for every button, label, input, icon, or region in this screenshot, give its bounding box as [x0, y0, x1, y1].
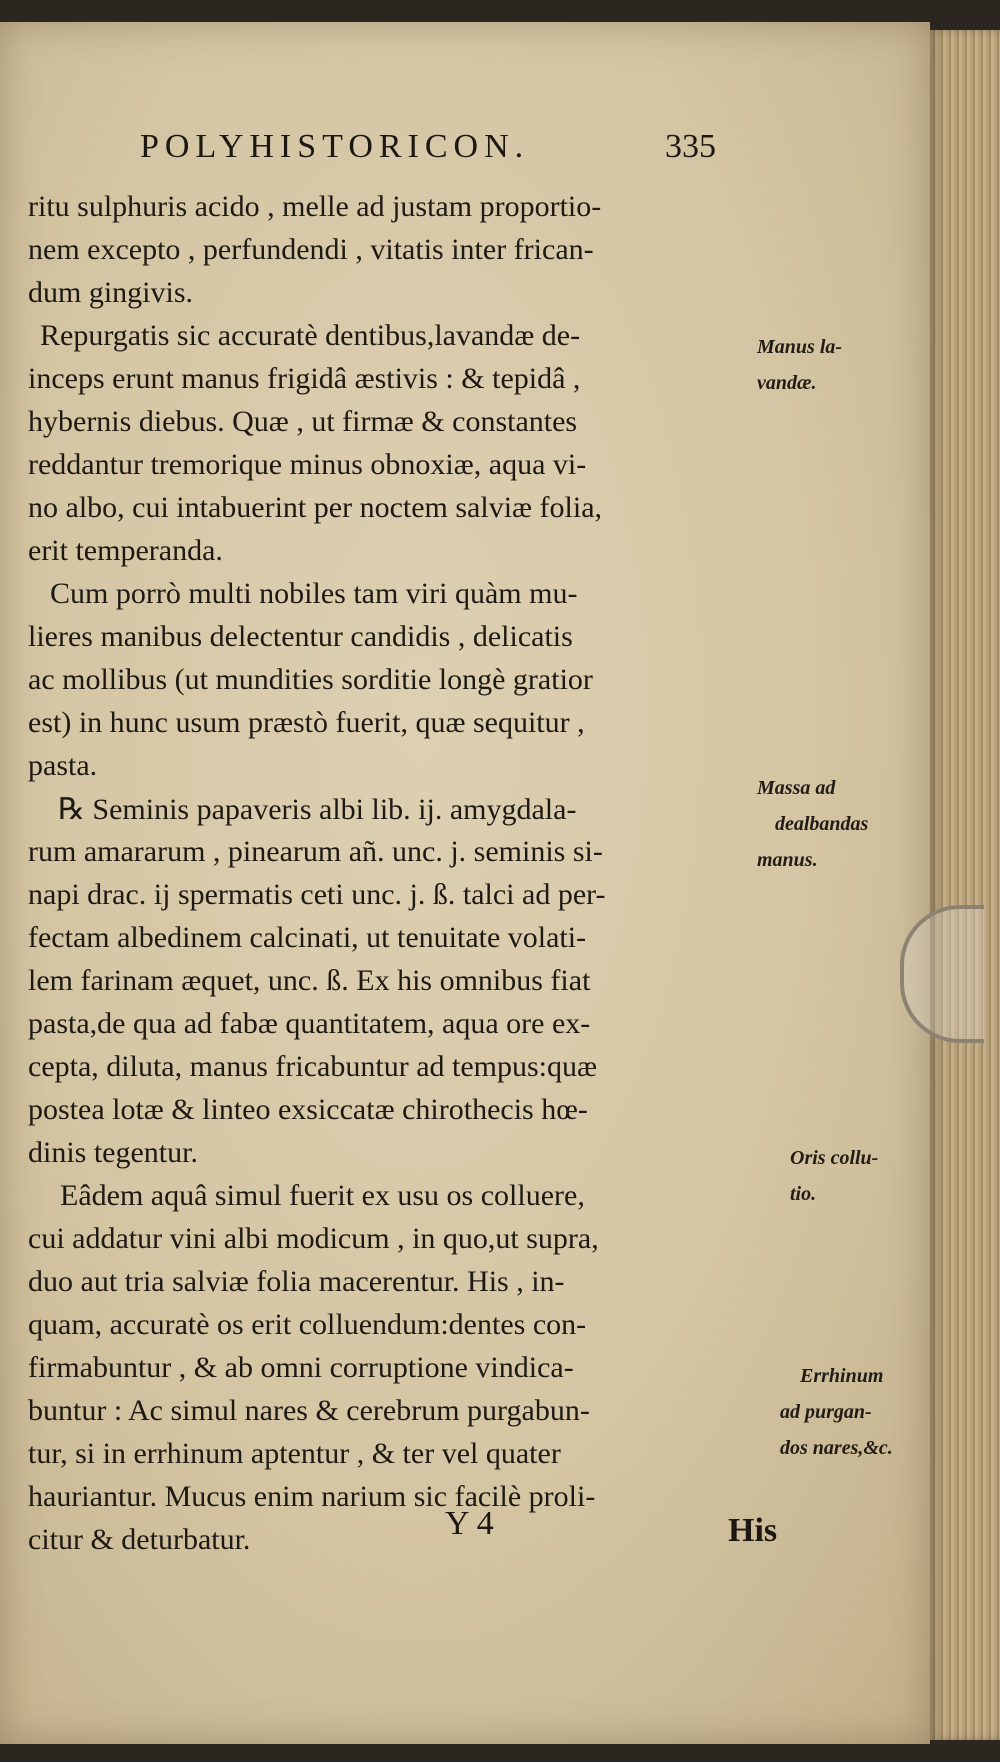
text-line: ac mollibus (ut mundities sorditie longè gratior — [28, 663, 593, 696]
text-line: napi drac. ij spermatis ceti unc. j. ß. talci ad per- — [28, 878, 606, 911]
marginal-note: dealbandas — [775, 813, 869, 835]
text-line: reddantur tremorique minus obnoxiæ, aqua vi- — [28, 448, 587, 481]
text-line: inceps erunt manus frigidâ æstivis : & tepidâ , — [28, 362, 581, 395]
marginal-note: manus. — [757, 849, 818, 871]
marginal-note: tio. — [790, 1183, 817, 1205]
running-head: POLYHISTORICON. — [140, 128, 530, 165]
marginal-note: Manus la- — [757, 336, 843, 358]
text-line: duo aut tria salviæ folia macerentur. His , in- — [28, 1265, 565, 1298]
text-line: Repurgatis sic accuratè dentibus,lavandæ de- — [40, 319, 581, 352]
text-line: ℞ Seminis papaveris albi lib. ij. amygdala- — [58, 793, 577, 826]
text-line: firmabuntur , & ab omni corruptione vindica- — [28, 1351, 574, 1384]
text-line: buntur : Ac simul nares & cerebrum purgabun- — [28, 1394, 590, 1427]
page-number: 335 — [665, 128, 716, 165]
text-line: tur, si in errhinum aptentur , & ter vel quater — [28, 1437, 561, 1470]
marginal-note: Errhinum — [800, 1365, 884, 1387]
text-line: erit temperanda. — [28, 534, 223, 567]
text-line: pasta,de qua ad fabæ quantitatem, aqua ore ex- — [28, 1007, 591, 1040]
text-line: lieres manibus delectentur candidis , delicatis — [28, 620, 573, 653]
text-line: rum amararum , pinearum añ. unc. j. seminis si- — [28, 835, 603, 868]
marginal-note: dos nares,&c. — [780, 1437, 893, 1459]
text-line: hauriantur. Mucus enim narium sic facilè proli- — [28, 1480, 596, 1513]
text-line: quam, accuratè os erit colluendum:dentes con- — [28, 1308, 587, 1341]
text-line: ritu sulphuris acido , melle ad justam proportio- — [28, 190, 602, 223]
text-line: est) in hunc usum præstò fuerit, quæ sequitur , — [28, 706, 585, 739]
marginal-note: ad purgan- — [780, 1401, 872, 1423]
marginal-note: vandæ. — [757, 372, 817, 394]
text-line: fectam albedinem calcinati, ut tenuitate volati- — [28, 921, 587, 954]
text-line: postea lotæ & linteo exsiccatæ chirothecis hœ- — [28, 1093, 588, 1126]
text-line: citur & deturbatur. — [28, 1523, 251, 1556]
text-line: dum gingivis. — [28, 276, 194, 309]
catchword: His — [728, 1512, 778, 1549]
text-line: no albo, cui intabuerint per noctem salviæ folia, — [28, 491, 603, 524]
page-edges — [930, 30, 1000, 1740]
text-line: hybernis diebus. Quæ , ut firmæ & constantes — [28, 405, 578, 438]
text-line: dinis tegentur. — [28, 1136, 198, 1169]
text-line: nem excepto , perfundendi , vitatis inter frican- — [28, 233, 594, 266]
text-line: cui addatur vini albi modicum , in quo,ut supra, — [28, 1222, 599, 1255]
text-line: Cum porrò multi nobiles tam viri quàm mu- — [50, 577, 578, 610]
text-line: pasta. — [28, 749, 98, 782]
marginal-note: Oris collu- — [790, 1147, 879, 1169]
text-line: cepta, diluta, manus fricabuntur ad tempus:quæ — [28, 1050, 598, 1083]
signature-mark: Y 4 — [445, 1505, 494, 1542]
text-line: Eâdem aquâ simul fuerit ex usu os colluere, — [60, 1179, 585, 1212]
marginal-note: Massa ad — [757, 777, 836, 799]
text-line: lem farinam æquet, unc. ß. Ex his omnibus fiat — [28, 964, 591, 997]
